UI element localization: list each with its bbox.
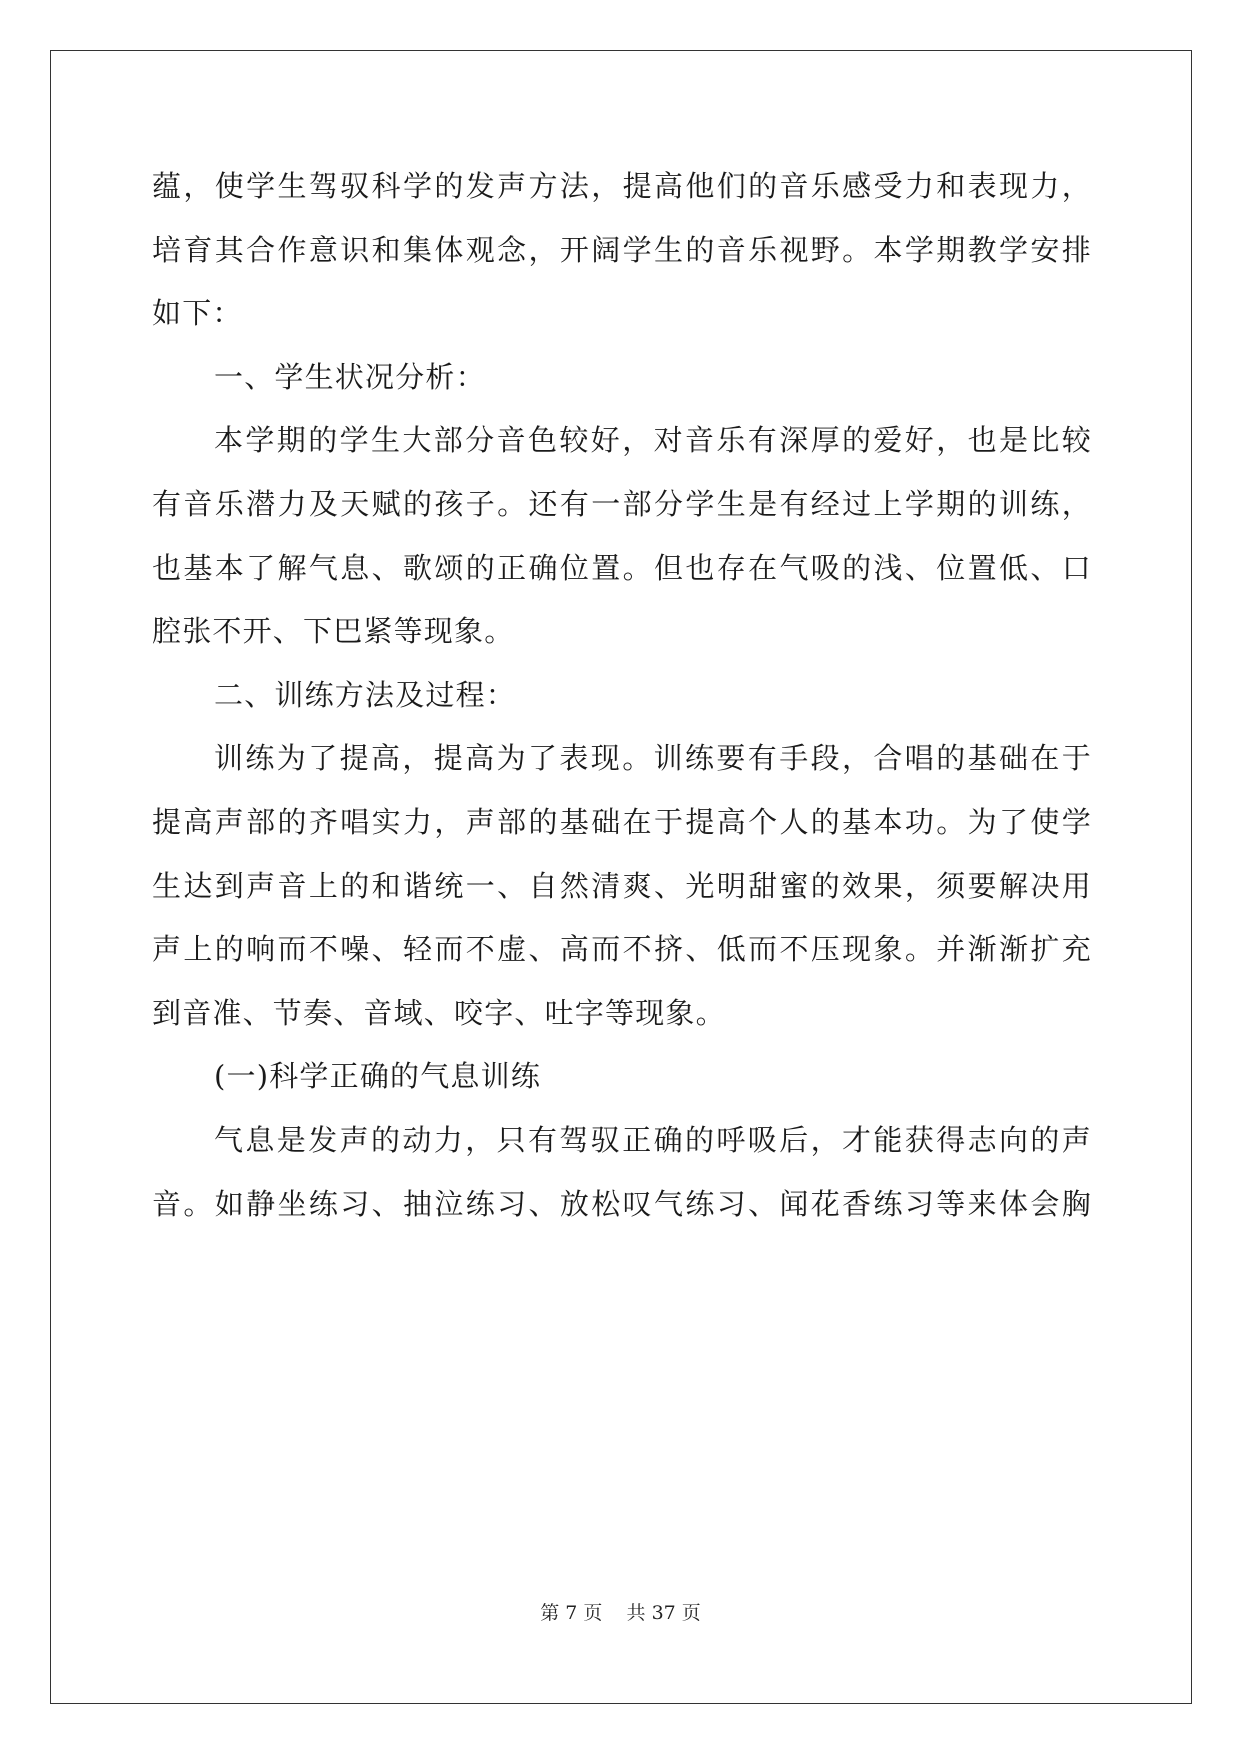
text-line: 气息是发声的动力，只有驾驭正确的呼吸后，才能获得志向的声 [214, 1122, 1092, 1157]
text-line: 到音准、节奏、音域、咬字、吐字等现象。 [152, 995, 726, 1030]
page-footer: 第 7 页 共 37 页 [540, 1602, 701, 1624]
text-line: 有音乐潜力及天赋的孩子。还有一部分学生是有经过上学期的训练， [152, 486, 1092, 521]
text-line: 音。如静坐练习、抽泣练习、放松叹气练习、闻花香练习等来体会胸 [152, 1186, 1092, 1221]
section-heading: 一、学生状况分析： [214, 359, 486, 394]
text-line: 生达到声音上的和谐统一、自然清爽、光明甜蜜的效果，须要解决用 [152, 868, 1092, 903]
text-line: 声上的响而不噪、轻而不虚、高而不挤、低而不压现象。并渐渐扩充 [152, 932, 1092, 967]
text-line: 培育其合作意识和集体观念，开阔学生的音乐视野。本学期教学安排 [152, 232, 1092, 267]
text-line: 腔张不开、下巴紧等现象。 [152, 614, 515, 649]
text-line: 也基本了解气息、歌颂的正确位置。但也存在气吸的浅、位置低、口 [152, 550, 1092, 585]
text-line: 本学期的学生大部分音色较好，对音乐有深厚的爱好，也是比较 [214, 423, 1092, 458]
text-line: 提高声部的齐唱实力，声部的基础在于提高个人的基本功。为了使学 [152, 804, 1092, 839]
section-heading: 二、训练方法及过程： [214, 677, 517, 712]
subsection-heading: (一)科学正确的气息训练 [214, 1059, 542, 1094]
text-line: 如下： [152, 296, 243, 331]
document-body [152, 155, 1092, 1236]
text-line: 训练为了提高，提高为了表现。训练要有手段，合唱的基础在于 [214, 741, 1092, 776]
text-line: 蕴，使学生驾驭科学的发声方法，提高他们的音乐感受力和表现力， [152, 169, 1092, 203]
